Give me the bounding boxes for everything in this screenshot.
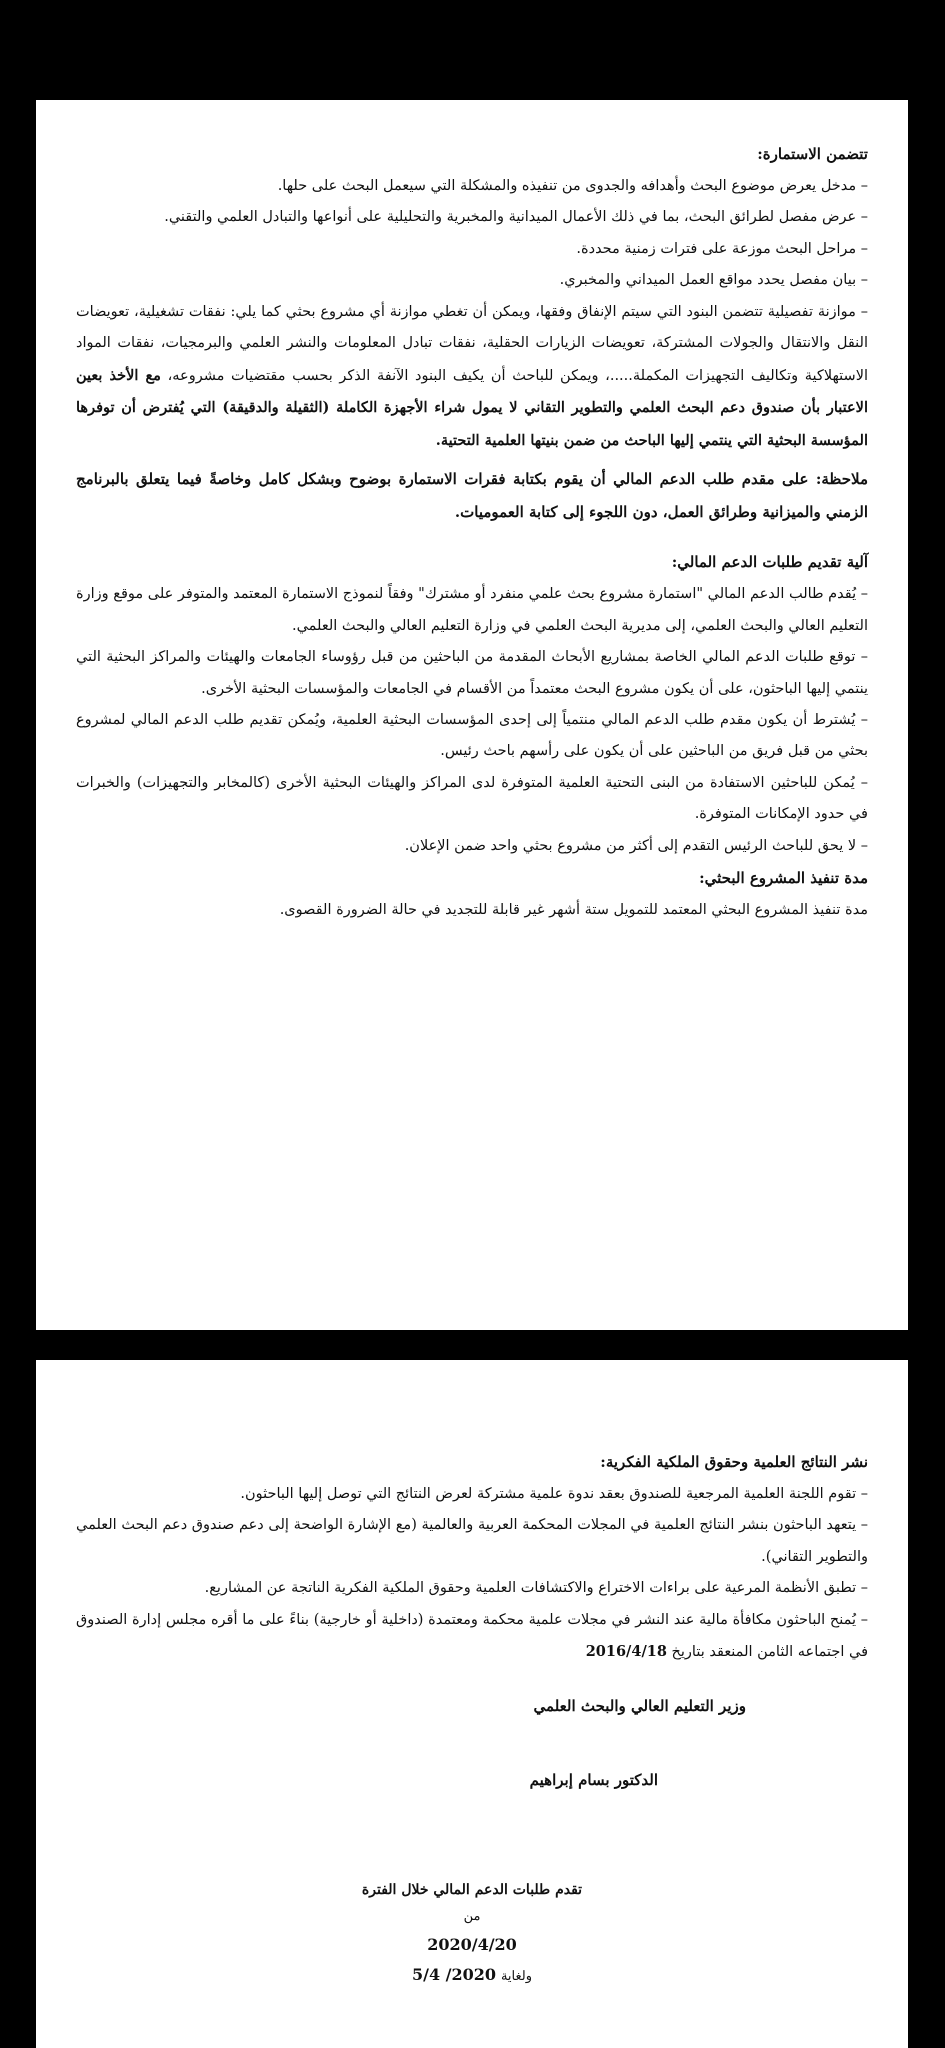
minister-title: وزير التعليم العالي والبحث العلمي (533, 1696, 746, 1715)
reward-date: 2016/4/18 (585, 1643, 667, 1661)
publish-item: – تقوم اللجنة العلمية المرجعية للصندوق بعقد ندوة علمية مشتركة لعرض النتائج التي توصل إليها الباحثون. (240, 1486, 868, 1502)
publish-item: – يتعهد الباحثون بنشر النتائج العلمية في المجلات المحكمة العربية والعالمية (مع الإشارة الواضحة إلى دعم صندوق دعم البحث العلمي والتطوير التقاني). (76, 1517, 868, 1565)
to-line (76, 1960, 868, 1990)
form-item: – عرض مفصل لطرائق البحث، بما في ذلك الأعمال الميدانية والمخبرية والتحليلية على أنواعها والتبادل العلمي والتقني. (164, 209, 868, 226)
to-date: 2020/ 5/4 (412, 1965, 497, 1985)
mechanism-item: – لا يحق للباحث الرئيس التقدم إلى أكثر من مشروع بحثي واحد ضمن الإعلان. (404, 837, 868, 854)
to-label: ولغاية (500, 1969, 532, 1985)
mechanism-heading: آلية تقديم طلبات الدعم المالي: (671, 553, 868, 572)
duration-text: مدة تنفيذ المشروع البحثي المعتمد للتمويل ستة أشهر غير قابلة للتجديد في حالة الضرورة القصوى. (279, 902, 868, 919)
from-line (76, 1903, 868, 1930)
minister-name: الدكتور بسام إبراهيم (529, 1770, 658, 1789)
period-title: تقدم طلبات الدعم المالي خلال الفترة (361, 1881, 583, 1898)
from-label: من (463, 1909, 481, 1925)
form-item: – مراحل البحث موزعة على فترات زمنية محددة. (576, 240, 868, 257)
mechanism-item: – توقع طلبات الدعم المالي الخاصة بمشاريع الأبحاث المقدمة من الباحثين من قبل رؤوساء الجامعات والهيئات والمراكز البحثية التي ينتمي إليها الباحثون، على أن يكون مشروع البحث معتمداً من الأقسام في الجامعات والمؤسسات البحثية الأخرى. (76, 649, 868, 697)
reward-text: – يُمنح الباحثون مكافأة مالية عند النشر في مجلات علمية محكمة ومعتمدة (داخلية أو خارجية) بناءً على ما أقره مجلس إدارة الصندوق في اجتماعه الثامن المنعقد بتاريخ (76, 1611, 868, 1661)
application-period (76, 1877, 868, 1991)
reward-item (76, 1605, 868, 1669)
budget-bold-text: مع الأخذ بعين الاعتبار بأن صندوق دعم البحث العلمي والتطوير التقاني لا يمول شراء الأجهزة الكاملة (الثقيلة والدقيقة) التي يُفترض أن توفرها المؤسسة البحثية التي ينتمي إليها الباحث من ضمن بنيتها العلمية التحتية. (76, 366, 868, 449)
publish-heading: نشر النتائج العلمية وحقوق الملكية الفكرية: (600, 1453, 868, 1471)
budget-item (76, 297, 868, 457)
document-page-1 (36, 100, 908, 1330)
mechanism-item: – يُقدم طالب الدعم المالي "استمارة مشروع بحث علمي منفرد أو مشترك" وفقاً لنموذج الاستمارة المعتمد والمتوفر على موقع وزارة التعليم العالي والبحث العلمي، إلى مديرية البحث العلمي في وزارة التعليم العالي والبحث العلمي. (76, 586, 868, 634)
form-item: – مدخل يعرض موضوع البحث وأهدافه والجدوى من تنفيذه والمشكلة التي سيعمل البحث على حلها. (277, 178, 868, 194)
form-item: – بيان مفصل يحدد مواقع العمل الميداني والمخبري. (559, 272, 868, 289)
budget-text: – موازنة تفصيلية تتضمن البنود التي سيتم الإنفاق وفقها، ويمكن أن تغطي موازنة أي مشروع بحثي كما يلي: نفقات تشغيلية، تعويضات النقل والانتقال والجولات المشتركة، تعويضات الزيارات الحقلية، نفقات تبادل المعلومات والنشر العلمي والبرمجيات، نفقات المواد الاستهلاكية وتكاليف التجهيزات المكملة.....، ويمكن للباحث أن يكيف البنود الآنفة الذكر بحسب مقتضيات مشروعه، (76, 303, 868, 384)
publish-item: – تطبق الأنظمة المرعية على براءات الاختراع والاكتشافات العلمية وحقوق الملكية الفكرية الناتجة عن المشاريع. (204, 1580, 868, 1597)
duration-heading: مدة تنفيذ المشروع البحثي: (699, 869, 868, 888)
note-paragraph: ملاحظة: على مقدم طلب الدعم المالي أن يقوم بكتابة فقرات الاستمارة بوضوح وبشكل كامل وخاصةً فيما يتعلق بالبرنامج الزمني والميزانية وطرائق العمل، دون اللجوء إلى كتابة العموميات. (76, 470, 868, 521)
mechanism-item: – يُمكن للباحثين الاستفادة من البنى التحتية العلمية المتوفرة لدى المراكز والهيئات البحثية الأخرى (كالمخابر والتجهيزات) والخبرات في حدود الإمكانات المتوفرة. (76, 774, 868, 823)
mechanism-item: – يُشترط أن يكون مقدم طلب الدعم المالي منتمياً إلى إحدى المؤسسات البحثية العلمية، ويُمكن تقديم طلب الدعم المالي لمشروع بحثي من قبل فريق من الباحثين على أن يكون على رأسهم باحث رئيس. (76, 711, 868, 760)
signature-block (76, 1697, 868, 1789)
from-date: 2020/4/20 (427, 1935, 517, 1954)
document-page-2 (36, 1360, 908, 2048)
form-contents-heading: تتضمن الاستمارة: (757, 145, 868, 163)
